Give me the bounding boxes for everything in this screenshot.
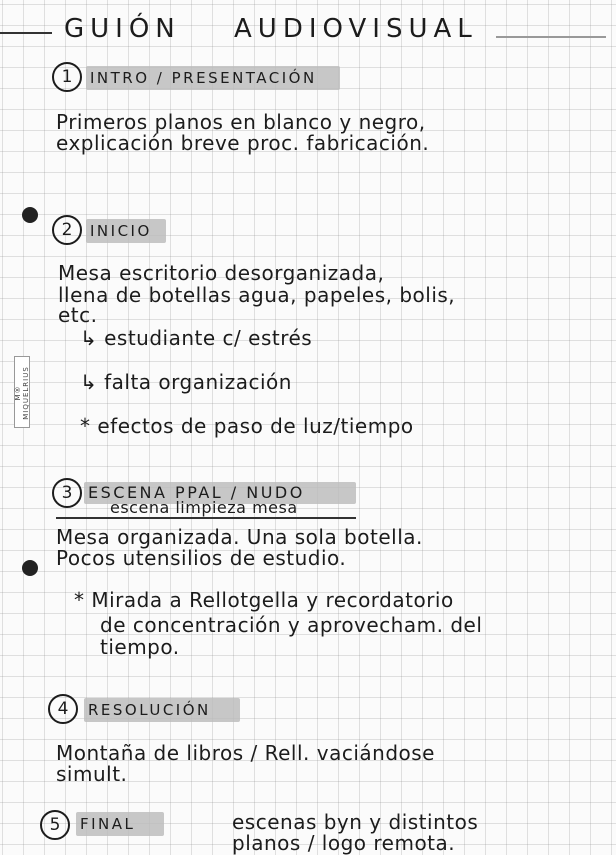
section-heading-5: FINAL xyxy=(80,815,136,833)
title-rule-left xyxy=(0,32,52,34)
section-1-line-1: Primeros planos en blanco y negro, xyxy=(56,110,426,134)
section-3-bullet-3: tiempo. xyxy=(100,635,180,659)
section-5-line-2: planos / logo remota. xyxy=(232,831,456,855)
section-number-1: 1 xyxy=(52,62,82,92)
section-5-line-1: escenas byn y distintos xyxy=(232,810,479,834)
section-2-line-1: Mesa escritorio desorganizada, xyxy=(58,261,385,285)
page-title-left: GUIÓN xyxy=(64,14,181,44)
section-3-line-2: Pocos utensilios de estudio. xyxy=(56,546,347,570)
section-2-line-3: etc. xyxy=(58,303,98,327)
section-3-line-1: Mesa organizada. Una sola botella. xyxy=(56,525,423,549)
section-2-bullet-3: * efectos de paso de luz/tiempo xyxy=(80,414,414,438)
title-rule-right xyxy=(496,36,606,38)
section-4-line-2: simult. xyxy=(56,762,128,786)
section-heading-4: RESOLUCIÓN xyxy=(88,701,211,719)
section-2-line-2: llena de botellas agua, papeles, bolis, xyxy=(58,283,456,307)
section-number-2: 2 xyxy=(52,215,82,245)
section-4-line-1: Montaña de libros / Rell. vaciándose xyxy=(56,741,435,765)
section-number-3: 3 xyxy=(52,478,82,508)
section-3-subheading: escena limpieza mesa xyxy=(110,498,298,517)
section-number-5: 5 xyxy=(40,810,70,840)
section-1-line-2: explicación breve proc. fabricación. xyxy=(56,131,430,155)
section-2-bullet-2: ↳ falta organización xyxy=(80,370,292,394)
section-heading-3: ESCENA PPAL / NUDO xyxy=(88,483,305,502)
section-3-underline xyxy=(56,517,356,519)
section-number-4: 4 xyxy=(48,694,78,724)
brand-logo: M® MIQUELRIUS xyxy=(14,356,30,428)
punch-hole-top xyxy=(22,207,38,223)
section-3-bullet-2: de concentración y aprovecham. del xyxy=(100,613,483,637)
section-heading-2: INICIO xyxy=(90,222,152,240)
section-2-bullet-1: ↳ estudiante c/ estrés xyxy=(80,326,313,350)
section-3-bullet-1: * Mirada a Rellotgella y recordatorio xyxy=(74,588,454,612)
punch-hole-bottom xyxy=(22,560,38,576)
section-heading-1: INTRO / PRESENTACIÓN xyxy=(90,69,317,87)
page-title-right: AUDIOVISUAL xyxy=(234,14,478,44)
